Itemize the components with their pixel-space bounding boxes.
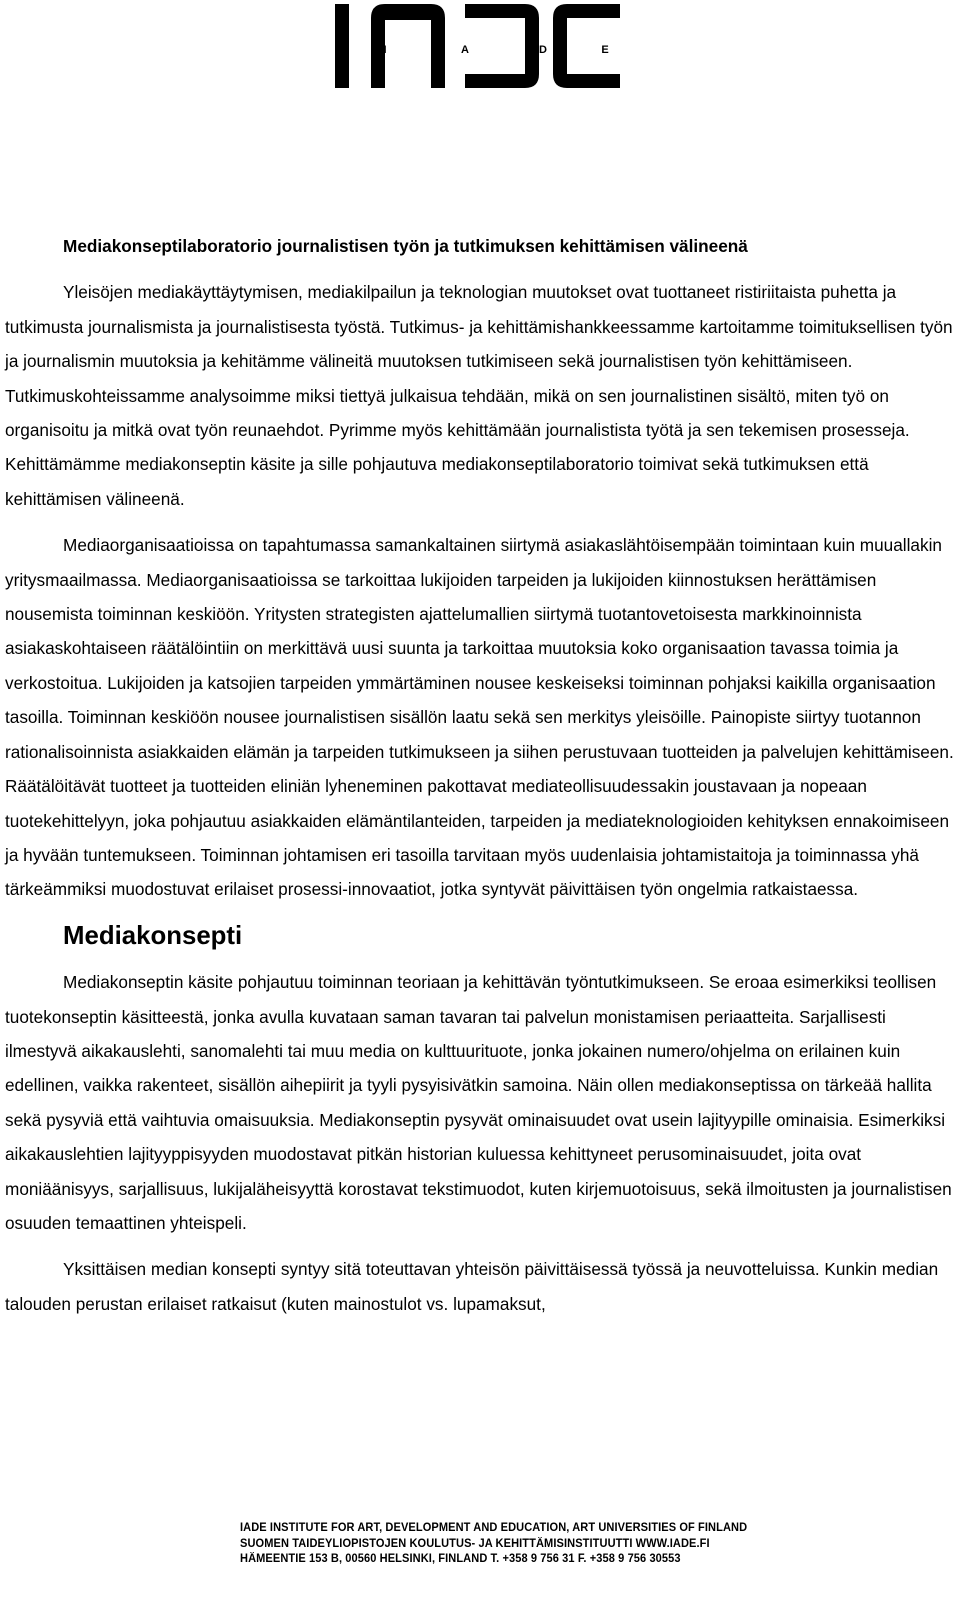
paragraph: Mediakonseptin käsite pohjautuu toiminnan teoriaan ja kehittävän työntutkimukseen. Se eroaa esimerkiksi teollisen tuotekonseptin käsitteestä, jonka avulla kuvataan saman tavaran tai palvelun monistamisen periaatteita. Sarjallisesti ilmestyvä aikakauslehti, sanomalehti tai muu media on kulttuurituote, jonka jokainen numero/ohjelma on erilainen kuin edellinen, vaikka rakenteet, sisällön aihepiirit ja tyyli pysyisivätkin samoina. Näin ollen mediakonseptissa on tärkeää hallita sekä pysyviä että vaihtuvia omaisuuksia. Mediakonseptin pysyvät ominaisuudet ovat usein lajityypille ominaisia. Esimerkiksi aikakauslehtien lajityyppisyyden muodostavat pitkän historian kuluessa kehittyneet perusominaisuudet, joita ovat moniäänisyys, sarjallisuus, lukijaläheisyyttä korostavat tekstimuodot, kuten kirjemuotoisuus, sekä ilmoitusten ja journalistisen osuuden temaattinen yhteispeli. xyxy=(5,972,952,1233)
logo-letters xyxy=(335,44,620,60)
logo-letter-e: E xyxy=(601,44,609,56)
paragraph: Yksittäisen median konsepti syntyy sitä toteuttavan yhteisön päivittäisessä työssä ja neuvotteluissa. Kunkin median talouden perustan erilaiset ratkaisut (kuten mainostulot vs. lupamaksut, xyxy=(5,1259,939,1314)
footer-address xyxy=(240,1521,748,1568)
document-title: Mediakonseptilaboratorio journalistisen työn ja tutkimuksen kehittämisen välineenä xyxy=(63,236,748,256)
iade-logo xyxy=(335,4,620,88)
document-body xyxy=(5,229,955,1333)
paragraph: Mediaorganisaatioissa on tapahtumassa samankaltainen siirtymä asiakaslähtöisempään toimintaan kuin muuallakin yritysmaailmassa. Mediaorganisaatioissa se tarkoittaa lukijoiden tarpeiden ja lukijoiden kiinnostuksen herättämisen nousemista toiminnan keskiöön. Yritysten strategisten ajattelumallien siirtymä tuotantovetoisesta markkinoinnista asiakaskohtaiseen räätälöintiin on merkittävä uusi suunta ja tarkoittaa muutoksia koko organisaation tavassa toimia ja verkostoitua. Lukijoiden ja katsojien tarpeiden ymmärtäminen nousee keskeiseksi toiminnan pohjaksi kaikilla organisaation tasoilla. Toiminnan keskiöön nousee journalistisen sisällön laatu sekä sen merkitys yleisöille. Painopiste siirtyy tuotannon rationalisoinnista asiakkaiden elämän ja tarpeiden tutkimukseen ja siihen perustuvaan tuotteiden ja palvelujen kehittämiseen. Räätälöitävät tuotteet ja tuotteiden eliniän lyheneminen pakottavat mediateollisuudessakin joustavaan ja nopeaan tuotekehittelyyn, joka pohjautuu asiakkaiden elämäntilanteiden, tarpeiden ja mediateknologioiden kehityksen ennakoimiseen ja hyvään tuntemukseen. Toiminnan johtamisen eri tasoilla tarvitaan myös uudenlaisia johtamistaitoja ja toiminnassa yhä tärkeämmiksi muodostuvat erilaiset prosessi-innovaatiot, jotka syntyvät päivittäisen työn ongelmia ratkaistaessa. xyxy=(5,535,954,900)
paragraph: Yleisöjen mediakäyttäytymisen, mediakilpailun ja teknologian muutokset ovat tuottaneet ristiriitaista puhetta ja tutkimusta journalismista ja journalistisesta työstä. Tutkimus- ja kehittämishankkeessamme kartoitamme toimituksellisen työn ja journalismin muutoksia ja kehitämme välineitä muutoksen tutkimiseen sekä journalistisen työn kehittämiseen. Tutkimuskohteissamme analysoimme miksi tiettyä julkaisua tehdään, mikä on sen journalistinen sisältö, miten työ on organisoitu ja mitkä ovat työn reunaehdot. Pyrimme myös kehittämään journalistista työtä ja sen tekemisen prosesseja. Kehittämämme mediakonseptin käsite ja sille pohjautuva mediakonseptilaboratorio toimivat sekä tutkimuksen että kehittämisen välineenä. xyxy=(5,282,953,509)
footer-line-institute: IADE INSTITUTE FOR ART, DEVELOPMENT AND EDUCATION, ART UNIVERSITIES OF FINLAND xyxy=(240,1522,748,1534)
logo-letter-i: I xyxy=(383,44,387,56)
footer-line-website: SUOMEN TAIDEYLIOPISTOJEN KOULUTUS- JA KEHITTÄMISINSTITUUTTI WWW.IADE.FI xyxy=(240,1537,710,1550)
section-heading: Mediakonsepti xyxy=(63,921,243,950)
footer-line-address: HÄMEENTIE 153 B, 00560 HELSINKI, FINLAND T. +358 9 756 31 F. +358 9 756 30553 xyxy=(240,1553,681,1565)
logo-letter-d: D xyxy=(539,44,547,56)
logo-letter-a: A xyxy=(461,44,469,56)
